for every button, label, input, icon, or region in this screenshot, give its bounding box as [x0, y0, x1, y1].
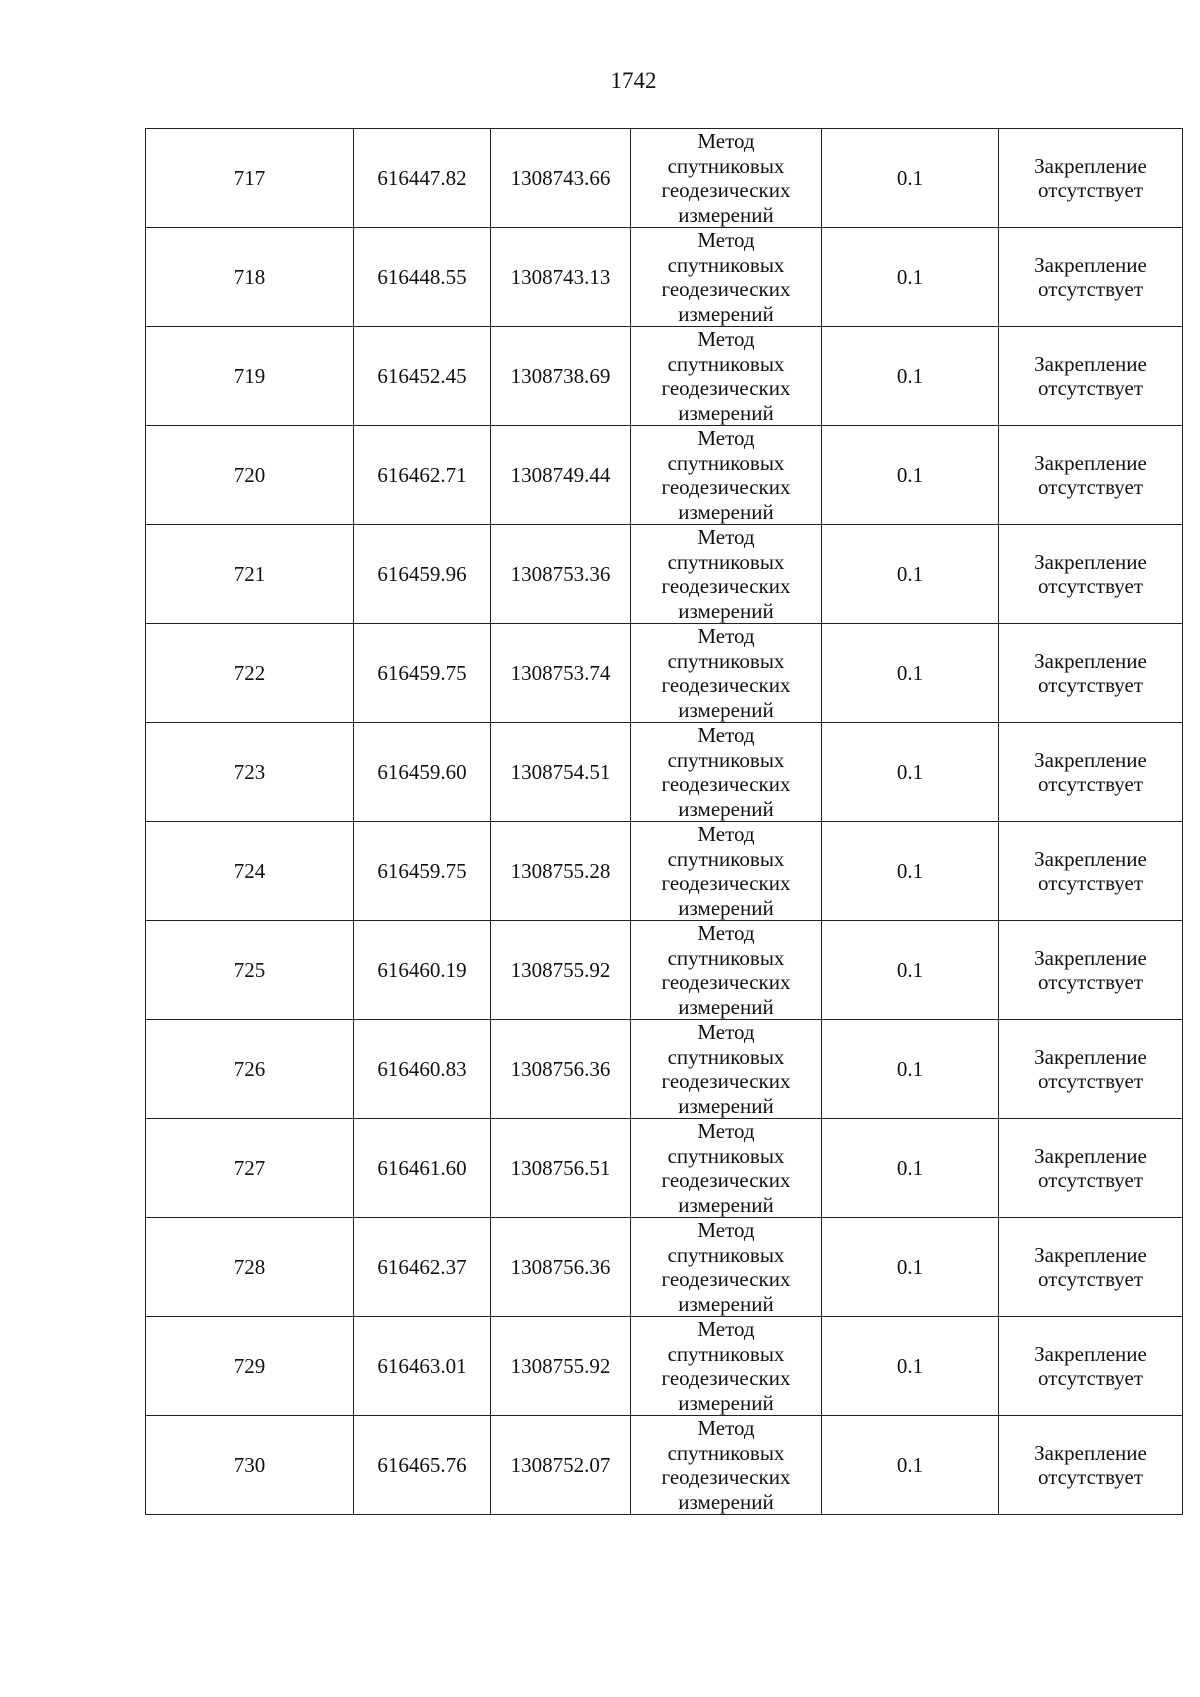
mark-description-cell — [999, 921, 1183, 1020]
method-text: Метод спутниковых геодезических измерений — [661, 1416, 791, 1514]
x-coordinate-cell: 616463.01 — [354, 1317, 491, 1416]
mark-description-text: Закрепление отсутствует — [1034, 1441, 1147, 1489]
mark-description-cell — [999, 426, 1183, 525]
method-cell — [631, 1020, 822, 1119]
y-coordinate-cell: 1308756.36 — [491, 1218, 631, 1317]
accuracy-cell: 0.1 — [822, 1218, 999, 1317]
y-coordinate-cell: 1308743.66 — [491, 129, 631, 228]
method-cell — [631, 426, 822, 525]
mark-description-text: Закрепление отсутствует — [1034, 649, 1147, 697]
table-row — [146, 822, 1183, 921]
table-row — [146, 129, 1183, 228]
method-text: Метод спутниковых геодезических измерений — [661, 228, 791, 326]
mark-description-text: Закрепление отсутствует — [1034, 451, 1147, 499]
point-number-cell: 725 — [146, 921, 354, 1020]
accuracy-cell: 0.1 — [822, 426, 999, 525]
table-row — [146, 1119, 1183, 1218]
method-text: Метод спутниковых геодезических измерений — [661, 723, 791, 821]
mark-description-text: Закрепление отсутствует — [1034, 748, 1147, 796]
table-row — [146, 624, 1183, 723]
point-number-cell: 719 — [146, 327, 354, 426]
table-row — [146, 228, 1183, 327]
accuracy-cell: 0.1 — [822, 525, 999, 624]
method-cell — [631, 525, 822, 624]
accuracy-cell: 0.1 — [822, 1119, 999, 1218]
table-row — [146, 525, 1183, 624]
mark-description-text: Закрепление отсутствует — [1034, 352, 1147, 400]
accuracy-cell: 0.1 — [822, 921, 999, 1020]
method-cell — [631, 228, 822, 327]
x-coordinate-cell: 616461.60 — [354, 1119, 491, 1218]
method-text: Метод спутниковых геодезических измерений — [661, 129, 791, 227]
x-coordinate-cell: 616459.96 — [354, 525, 491, 624]
method-cell — [631, 1317, 822, 1416]
mark-description-text: Закрепление отсутствует — [1034, 1045, 1147, 1093]
y-coordinate-cell: 1308756.51 — [491, 1119, 631, 1218]
method-text: Метод спутниковых геодезических измерений — [661, 1119, 791, 1217]
accuracy-cell: 0.1 — [822, 129, 999, 228]
table-row — [146, 921, 1183, 1020]
y-coordinate-cell: 1308743.13 — [491, 228, 631, 327]
table-row — [146, 1317, 1183, 1416]
point-number-cell: 718 — [146, 228, 354, 327]
point-number-cell: 723 — [146, 723, 354, 822]
point-number-cell: 727 — [146, 1119, 354, 1218]
x-coordinate-cell: 616462.37 — [354, 1218, 491, 1317]
y-coordinate-cell: 1308753.36 — [491, 525, 631, 624]
y-coordinate-cell: 1308756.36 — [491, 1020, 631, 1119]
mark-description-text: Закрепление отсутствует — [1034, 1342, 1147, 1390]
mark-description-text: Закрепление отсутствует — [1034, 1144, 1147, 1192]
table-row — [146, 426, 1183, 525]
page-number: 1742 — [610, 68, 657, 93]
mark-description-cell — [999, 624, 1183, 723]
table-row — [146, 1416, 1183, 1515]
method-text: Метод спутниковых геодезических измерений — [661, 822, 791, 920]
table-row — [146, 723, 1183, 822]
accuracy-cell: 0.1 — [822, 1317, 999, 1416]
method-text: Метод спутниковых геодезических измерений — [661, 1218, 791, 1316]
accuracy-cell: 0.1 — [822, 822, 999, 921]
coordinates-table — [145, 128, 1183, 1515]
mark-description-cell — [999, 1317, 1183, 1416]
mark-description-text: Закрепление отсутствует — [1034, 847, 1147, 895]
point-number-cell: 728 — [146, 1218, 354, 1317]
accuracy-cell: 0.1 — [822, 624, 999, 723]
y-coordinate-cell: 1308755.28 — [491, 822, 631, 921]
mark-description-cell — [999, 723, 1183, 822]
mark-description-cell — [999, 327, 1183, 426]
point-number-cell: 730 — [146, 1416, 354, 1515]
x-coordinate-cell: 616459.60 — [354, 723, 491, 822]
method-text: Метод спутниковых геодезических измерений — [661, 327, 791, 425]
x-coordinate-cell: 616452.45 — [354, 327, 491, 426]
y-coordinate-cell: 1308755.92 — [491, 1317, 631, 1416]
point-number-cell: 717 — [146, 129, 354, 228]
x-coordinate-cell: 616460.19 — [354, 921, 491, 1020]
method-cell — [631, 129, 822, 228]
table-body — [146, 129, 1183, 1515]
x-coordinate-cell: 616448.55 — [354, 228, 491, 327]
method-text: Метод спутниковых геодезических измерений — [661, 525, 791, 623]
mark-description-cell — [999, 1218, 1183, 1317]
mark-description-cell — [999, 129, 1183, 228]
table-row — [146, 1020, 1183, 1119]
method-cell — [631, 624, 822, 723]
point-number-cell: 720 — [146, 426, 354, 525]
point-number-cell: 724 — [146, 822, 354, 921]
accuracy-cell: 0.1 — [822, 1020, 999, 1119]
method-text: Метод спутниковых геодезических измерений — [661, 624, 791, 722]
accuracy-cell: 0.1 — [822, 327, 999, 426]
mark-description-text: Закрепление отсутствует — [1034, 154, 1147, 202]
x-coordinate-cell: 616462.71 — [354, 426, 491, 525]
method-cell — [631, 1119, 822, 1218]
mark-description-cell — [999, 1119, 1183, 1218]
x-coordinate-cell: 616460.83 — [354, 1020, 491, 1119]
mark-description-cell — [999, 228, 1183, 327]
method-cell — [631, 921, 822, 1020]
y-coordinate-cell: 1308749.44 — [491, 426, 631, 525]
mark-description-text: Закрепление отсутствует — [1034, 550, 1147, 598]
method-text: Метод спутниковых геодезических измерений — [661, 921, 791, 1019]
point-number-cell: 729 — [146, 1317, 354, 1416]
method-cell — [631, 1416, 822, 1515]
method-cell — [631, 1218, 822, 1317]
point-number-cell: 722 — [146, 624, 354, 723]
method-cell — [631, 822, 822, 921]
mark-description-text: Закрепление отсутствует — [1034, 1243, 1147, 1291]
method-text: Метод спутниковых геодезических измерений — [661, 426, 791, 524]
mark-description-text: Закрепление отсутствует — [1034, 946, 1147, 994]
y-coordinate-cell: 1308752.07 — [491, 1416, 631, 1515]
mark-description-cell — [999, 822, 1183, 921]
x-coordinate-cell: 616465.76 — [354, 1416, 491, 1515]
y-coordinate-cell: 1308755.92 — [491, 921, 631, 1020]
method-text: Метод спутниковых геодезических измерений — [661, 1317, 791, 1415]
mark-description-text: Закрепление отсутствует — [1034, 253, 1147, 301]
table-row — [146, 1218, 1183, 1317]
table-row — [146, 327, 1183, 426]
method-cell — [631, 723, 822, 822]
y-coordinate-cell: 1308738.69 — [491, 327, 631, 426]
method-text: Метод спутниковых геодезических измерений — [661, 1020, 791, 1118]
mark-description-cell — [999, 1416, 1183, 1515]
y-coordinate-cell: 1308753.74 — [491, 624, 631, 723]
accuracy-cell: 0.1 — [822, 723, 999, 822]
accuracy-cell: 0.1 — [822, 228, 999, 327]
point-number-cell: 726 — [146, 1020, 354, 1119]
mark-description-cell — [999, 525, 1183, 624]
x-coordinate-cell: 616459.75 — [354, 822, 491, 921]
mark-description-cell — [999, 1020, 1183, 1119]
y-coordinate-cell: 1308754.51 — [491, 723, 631, 822]
x-coordinate-cell: 616447.82 — [354, 129, 491, 228]
accuracy-cell: 0.1 — [822, 1416, 999, 1515]
point-number-cell: 721 — [146, 525, 354, 624]
x-coordinate-cell: 616459.75 — [354, 624, 491, 723]
method-cell — [631, 327, 822, 426]
